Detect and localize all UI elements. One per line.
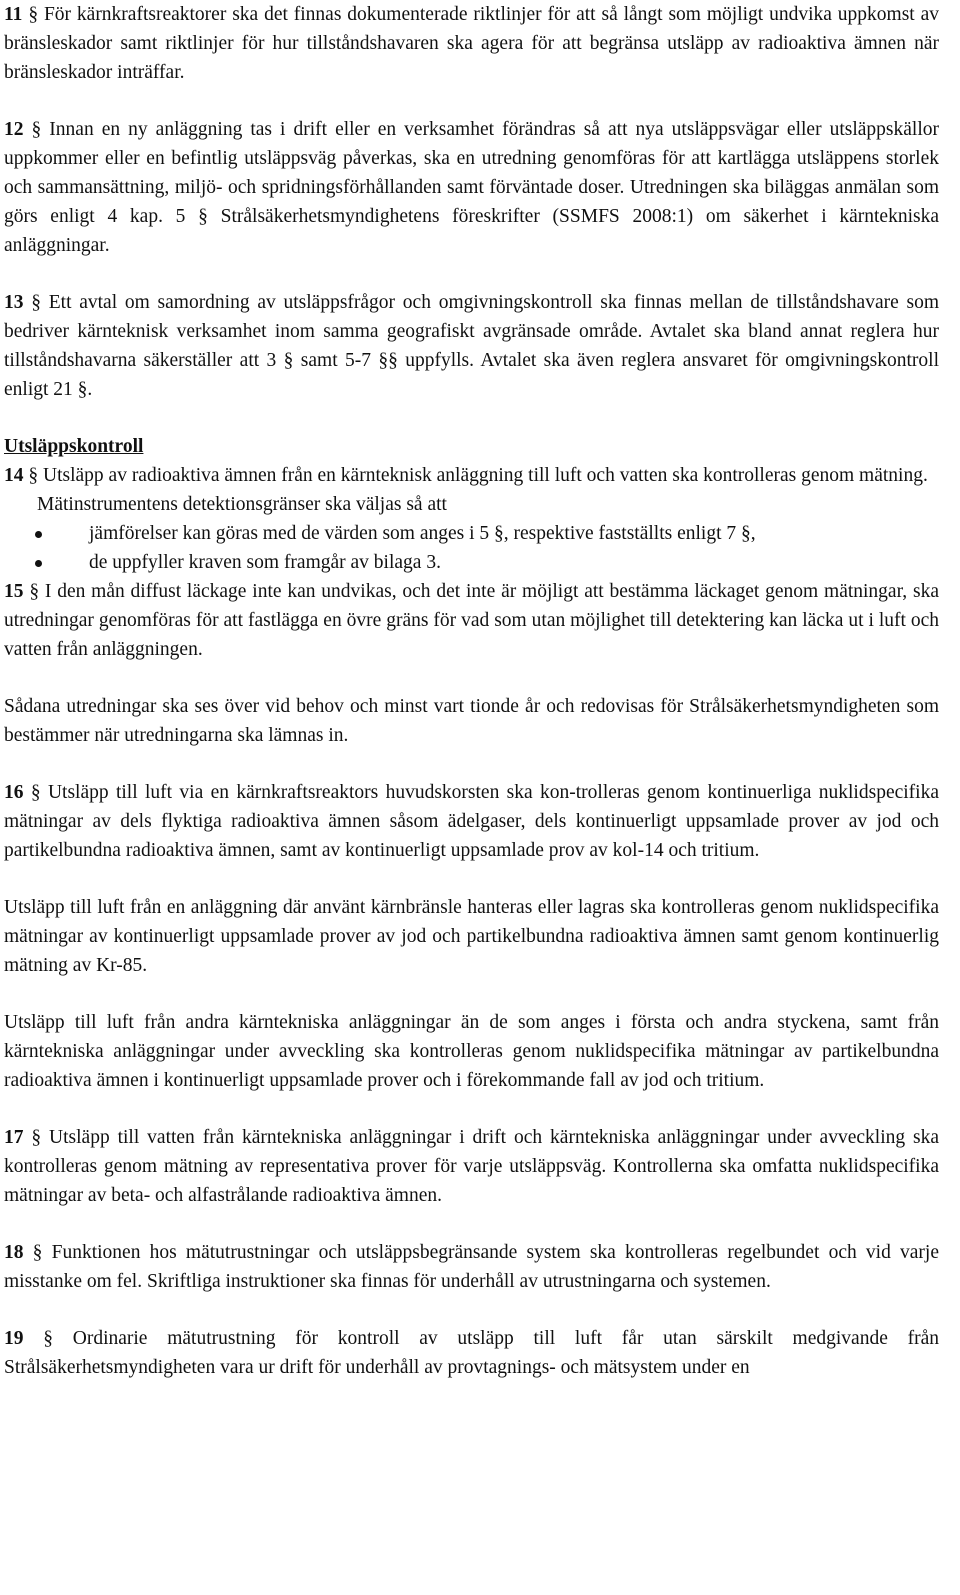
list-item-text: jämförelser kan göras med de värden som anges i 5 §, respektive fastställts enligt 7 §,: [89, 523, 756, 544]
paragraph-15: [4, 577, 939, 664]
paragraph-text: § Utsläpp av radioaktiva ämnen från en kärnteknisk anläggning till luft och vatten ska kontrolleras genom mätning.: [23, 465, 928, 486]
paragraph-14-intro: Mätinstrumentens detektionsgränser ska väljas så att: [37, 494, 447, 515]
section-number: 16: [4, 782, 24, 803]
bullet-icon: [35, 531, 42, 538]
section-number: 19: [4, 1328, 24, 1349]
paragraph-18: [4, 1238, 939, 1296]
section-heading: Utsläppskontroll: [4, 436, 144, 457]
list-item-text: de uppfyller kraven som framgår av bilaga 3.: [89, 552, 441, 573]
paragraph-text: § För kärnkraftsreaktorer ska det finnas dokumenterade riktlinjer för att så långt som möjligt undvika uppkomst av bränsleskador samt riktlinjer för hur tillståndshavaren ska agera för att begränsa utsläpp av radioaktiva ämnen när bränsleskador inträffar.: [4, 4, 939, 83]
paragraph-text: § Utsläpp till vatten från kärntekniska anläggningar i drift och kärntekniska anläggningar under avveckling ska kontrolleras genom mätning av representativa prover för varje utsläppsväg. Kontrollerna ska omfatta nuklidspecifika mätningar av beta- och alfastrålande radioaktiva ämnen.: [4, 1127, 939, 1206]
paragraph-16: [4, 778, 939, 865]
paragraph-15-second: Sådana utredningar ska ses över vid behov och minst vart tionde år och redovisas för Strålsäkerhetsmyndigheten som bestämmer när utredningarna ska lämnas in.: [4, 696, 939, 746]
section-number: 14: [4, 465, 24, 486]
section-number: 18: [4, 1242, 24, 1263]
paragraph-17: [4, 1123, 939, 1210]
section-number: 15: [4, 581, 24, 602]
section-number: 17: [4, 1127, 24, 1148]
paragraph-19: [4, 1324, 939, 1382]
list-item: [4, 519, 939, 548]
section-number: 11: [4, 4, 23, 25]
paragraph-text: § Innan en ny anläggning tas i drift eller en verksamhet förändras så att nya utsläppsvägar eller utsläppskällor uppkommer eller en befintlig utsläppsväg påverkas, ska en utredning genomföras för att kartlägga utsläppens storlek och sammansättning, miljö- och spridningsförhållanden samt förväntade doser. Utredningen ska biläggas anmälan som görs enligt 4 kap. 5 § Strålsäkerhetsmyndighetens föreskrifter (SSMFS 2008:1) om säkerhet i kärntekniska anläggningar.: [4, 119, 939, 256]
section-number: 12: [4, 119, 24, 140]
bullet-icon: [35, 560, 42, 567]
section-number: 13: [4, 292, 24, 313]
paragraph-14: [4, 461, 939, 490]
paragraph-12: [4, 115, 939, 260]
paragraph-text: § Ordinarie mätutrustning för kontroll av utsläpp till luft får utan särskilt medgivande från Strålsäkerhetsmyndigheten vara ur drift för underhåll av provtagnings- och mätsystem under en: [4, 1328, 939, 1378]
paragraph-text: § Ett avtal om samordning av utsläppsfrågor och omgivningskontroll ska finnas mellan de tillståndshavare som bedriver kärnteknisk verksamhet inom samma geografiskt avgränsade område. Avtalet ska bland annat reglera hur tillståndshavarna säkerställer att 3 § samt 5-7 §§ uppfylls. Avtalet ska även reglera ansvaret för omgivningskontroll enligt 21 §.: [4, 292, 939, 400]
paragraph-13: [4, 288, 939, 404]
paragraph-text: § Utsläpp till luft via en kärnkraftsreaktors huvudskorsten ska kon-trolleras genom kontinuerliga nuklidspecifika mätningar av dels flyktiga radioaktiva ämnen såsom ädelgaser, dels kontinuerligt uppsamlade prover av jod och partikelbundna radioaktiva ämnen, samt av kontinuerligt uppsamlade prov av kol-14 och tritium.: [4, 782, 939, 861]
paragraph-text: § Funktionen hos mätutrustningar och utsläppsbegränsande system ska kontrolleras regelbundet och vid varje misstanke om fel. Skriftliga instruktioner ska finnas för underhåll av utrustningarna och systemen.: [4, 1242, 939, 1292]
paragraph-16-third: Utsläpp till luft från andra kärntekniska anläggningar än de som anges i första och andra styckena, samt från kärntekniska anläggningar under avveckling ska kontrolleras genom nuklidspecifika mätningar av partikelbundna radioaktiva ämnen i kontinuerligt uppsamlade prover och i förekommande fall av jod och tritium.: [4, 1012, 939, 1091]
paragraph-16-second: Utsläpp till luft från en anläggning där använt kärnbränsle hanteras eller lagras ska kontrolleras genom nuklidspecifika mätningar av kontinuerligt uppsamlade prover av jod och partikelbundna radioaktiva ämnen samt genom kontinuerlig mätning av Kr-85.: [4, 897, 939, 976]
paragraph-text: § I den mån diffust läckage inte kan undvikas, och det inte är möjligt att bestämma läckaget genom mätningar, ska utredningar genomföras för att fastlägga en övre gräns för vad som utan möjlighet till detektering kan läcka ut i luft och vatten från anläggningen.: [4, 581, 939, 660]
paragraph-11: [4, 0, 939, 87]
bullet-list: [4, 519, 939, 577]
list-item: [4, 548, 939, 577]
